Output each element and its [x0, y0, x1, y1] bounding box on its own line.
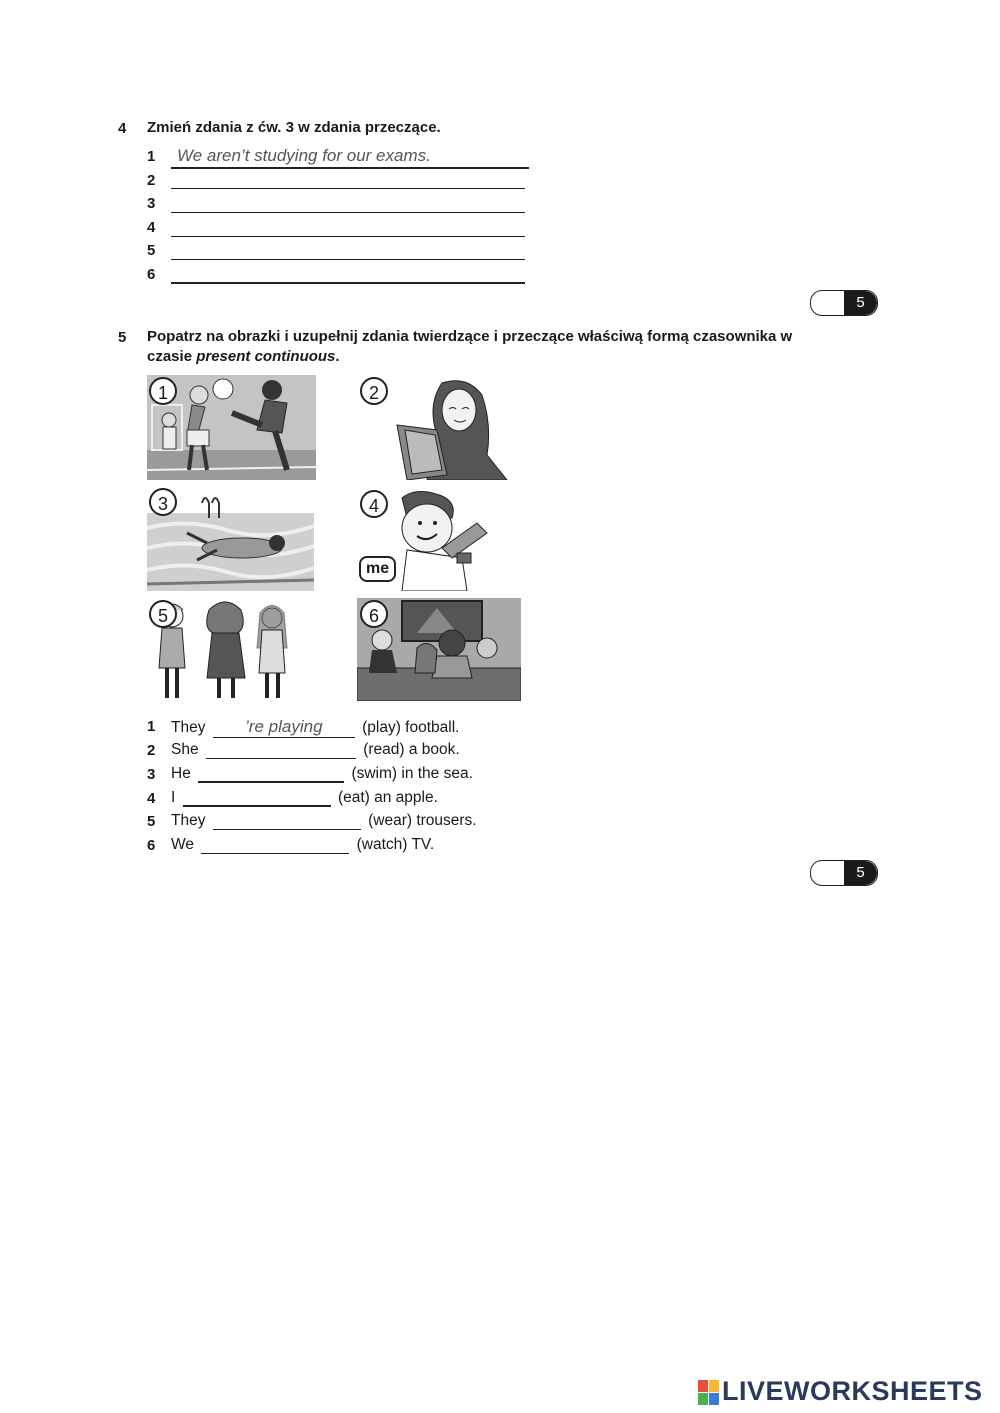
sentence-subject: I	[171, 789, 176, 806]
sentence-subject: He	[171, 765, 191, 782]
picture-number: 5	[149, 600, 177, 628]
ex5-item-number: 3	[147, 766, 156, 783]
exercise-4-score-max: 5	[844, 291, 877, 315]
sentence-verb: (eat) an apple.	[337, 789, 438, 806]
ex4-answer-field-1[interactable]	[171, 145, 529, 169]
exercise-5-number: 5	[118, 329, 127, 346]
instruction-end: .	[335, 348, 340, 365]
exercise-5-score-box	[810, 860, 878, 886]
ex4-answer-field-2[interactable]	[171, 187, 525, 189]
picture-number: 6	[360, 600, 388, 628]
ex5-item-number: 6	[147, 837, 156, 854]
ex5-sentence-1	[171, 717, 459, 738]
ex5-answer-field-6[interactable]	[201, 837, 349, 854]
exercise-5-instruction-line1: Popatrz na obrazki i uzupełnij zdania twierdzące i przeczące właściwą formą czasownika w	[147, 328, 793, 345]
picture-football	[147, 375, 316, 480]
liveworksheets-logo-icon	[698, 1380, 720, 1406]
ex4-item-number: 2	[147, 172, 156, 189]
picture-girls-trousers	[147, 598, 297, 701]
exercise-4-instruction: Zmień zdania z ćw. 3 w zdania przeczące.	[147, 119, 441, 136]
liveworksheets-brand[interactable]: LIVEWORKSHEETS	[722, 1376, 983, 1406]
sentence-verb: (read) a book.	[363, 741, 460, 758]
ex5-sentence-3	[171, 765, 473, 783]
ex5-sentence-5	[171, 812, 477, 830]
ex4-item-number: 1	[147, 148, 156, 165]
ex4-answer-field-5[interactable]	[171, 258, 525, 260]
ex5-answer-text: ’re playing	[245, 717, 323, 736]
picture-number: 2	[360, 377, 388, 405]
sentence-verb: (play) football.	[362, 719, 460, 736]
exercise-5-instruction-line2	[147, 347, 907, 367]
me-label: me	[359, 556, 396, 582]
picture-number: 3	[149, 488, 177, 516]
exercise-4-score-box	[810, 290, 878, 316]
ex5-answer-field-4[interactable]	[183, 789, 331, 807]
picture-number: 4	[360, 490, 388, 518]
picture-number: 1	[149, 377, 177, 405]
ex5-sentence-6	[171, 836, 434, 854]
ex4-answer-field-4[interactable]	[171, 235, 525, 237]
ex5-answer-field-3[interactable]	[198, 765, 344, 783]
exercise-4-number: 4	[118, 120, 127, 137]
ex4-item-number: 6	[147, 266, 156, 283]
sentence-subject: They	[171, 719, 206, 736]
ex5-sentence-2	[171, 741, 460, 759]
ex5-item-number: 2	[147, 742, 156, 759]
sentence-subject: They	[171, 812, 206, 829]
ex4-item-number: 5	[147, 242, 156, 259]
ex5-answer-field-5[interactable]	[213, 813, 361, 830]
sentence-verb: (swim) in the sea.	[351, 765, 473, 782]
ex5-answer-field-2[interactable]	[206, 742, 356, 759]
ex4-item-number: 4	[147, 219, 156, 236]
picture-eating	[357, 488, 507, 591]
ex5-item-number: 5	[147, 813, 156, 830]
ex4-answer-field-3[interactable]	[171, 211, 525, 213]
ex4-answer-text: We aren’t studying for our exams.	[177, 146, 431, 165]
ex5-answer-field-1[interactable]	[213, 717, 355, 738]
sentence-verb: (watch) TV.	[356, 836, 435, 853]
ex4-item-number: 3	[147, 195, 156, 212]
ex5-item-number: 1	[147, 718, 156, 735]
instruction-text: czasie	[147, 348, 197, 365]
exercise-5-score-max: 5	[844, 861, 877, 885]
picture-watching-tv	[357, 598, 521, 701]
ex5-item-number: 4	[147, 790, 156, 807]
picture-reading	[357, 375, 512, 480]
sentence-subject: She	[171, 741, 199, 758]
ex4-answer-field-6[interactable]	[171, 281, 525, 284]
sentence-verb: (wear) trousers.	[368, 812, 477, 829]
sentence-subject: We	[171, 836, 194, 853]
instruction-tense: present continuous	[196, 348, 336, 365]
exercise-5-instruction	[147, 327, 907, 367]
ex5-sentence-4	[171, 789, 438, 807]
picture-swimming	[147, 488, 314, 591]
